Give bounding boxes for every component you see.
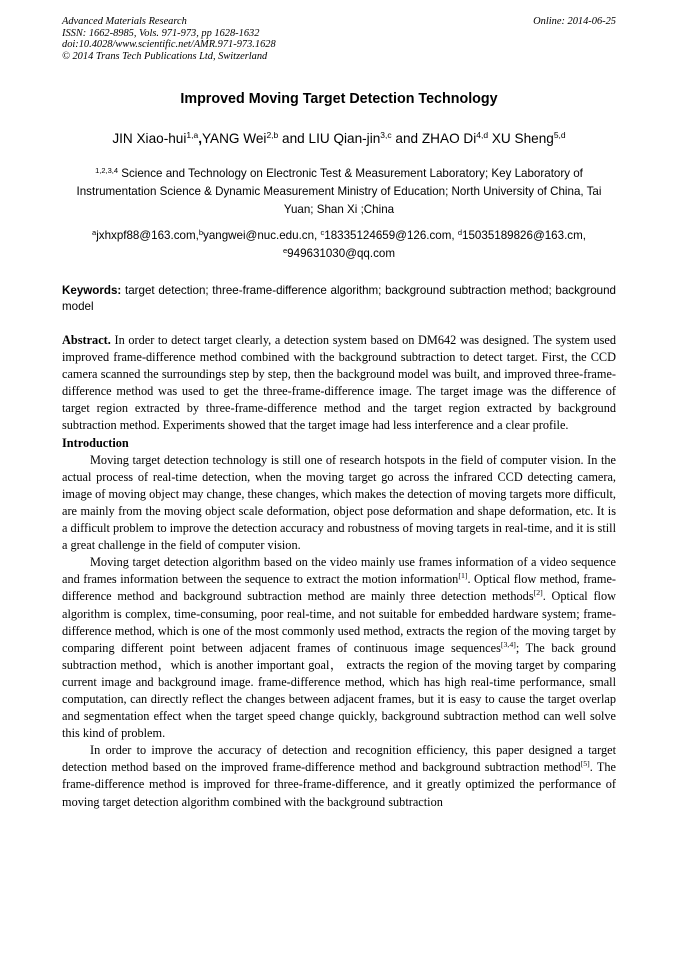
author-name: LIU Qian-jin [308,131,381,146]
email-list [62,227,616,263]
email-mark: d [457,228,463,237]
email-address: 949631030@qq.com [287,246,395,260]
abstract-label: Abstract. [62,333,111,347]
citation: [2] [533,588,543,598]
email-mark: e [283,245,288,255]
citation: [5] [580,759,590,769]
author-affil-mark: 3,c [380,130,392,140]
abstract [62,332,616,435]
section-heading-introduction: Introduction [62,435,129,450]
keywords-text: target detection; three-frame-difference algorithm; background subtraction method; background model [62,284,616,313]
paragraph-text: Moving target detection algorithm based on the video mainly use frames information of a video sequence and frames information between the sequence to extract the motion information [62,555,616,587]
paragraph-text: In order to improve the accuracy of detection and recognition efficiency, this paper designed a target detection method based on the improved frame-difference method and background subtraction method [62,743,616,775]
paragraph [62,554,616,742]
author-separator: and [278,131,309,146]
paragraph-text: . Optical flow algorithm is complex, time-consuming, poor real-time, and not suitable for embedded hardware system; frame-difference method, which is one of the most commonly used method, extracts the region of the moving target by comparing different point between adjacent frames of continuous image sequences [62,589,616,655]
author-list [0,131,678,146]
email-address: yangwei@nuc.edu.cn, [203,229,321,242]
email-mark: c [320,228,325,237]
affiliation-mark: 1,2,3,4 [95,166,119,175]
author-affil-mark: 2,b [266,130,279,140]
issn-line: ISSN: 1662-8985, Vols. 971-973, pp 1628-1632 [62,27,260,39]
copyright-line: © 2014 Trans Tech Publications Ltd, Switzerland [62,50,268,62]
author-name: XU Sheng [491,131,554,146]
paper-title: Improved Moving Target Detection Technology [180,91,498,107]
journal-header [62,16,616,62]
paragraph [62,742,616,810]
email-address: 15035189826@163.cm, [462,229,586,242]
author-affil-mark: 4,d [476,130,489,140]
citation: [1] [458,571,468,581]
author-separator: , [198,131,202,146]
paper-body [62,332,616,811]
author-name: ZHAO Di [421,131,477,146]
doi-line: doi:10.4028/www.scientific.net/AMR.971-973.1628 [62,39,276,51]
email-address: jxhxpf88@163.com, [96,229,199,242]
paragraph-text: . The frame-difference method is improved for three-frame-difference, and it greatly optimized the performance of moving target detection algorithm combined with the background subtraction [62,760,617,809]
paragraph-text: ; The back ground subtraction method，which is another important goal， extracts the region of the moving target by comparing current image and background image. frame-difference method, which has high real-time performance, small computation, can directly reflect the changes between adjacent frames, but it is easy to cause the target overlap and segmentation effect when the target speed change quickly, background subtraction method can well solve this kind of problem. [62,640,616,741]
paragraph-text: . Optical flow method, frame-difference method and background subtraction method are mainly three detection methods [62,572,616,604]
online-date: Online: 2014-06-25 [533,16,616,27]
paragraph: Moving target detection technology is still one of research hotspots in the field of computer vision. In the actual process of real-time detection, when the moving target go across the infrared CCD detecting camera, image of moving object may change, these changes, which makes the detection of moving targets more difficult, are mainly from the moving object scale deformation, object pose deformation and shape deformation, etc. It is a difficult problem to improve the detection accuracy and robustness of moving targets in real-time, and it is still a great challenge in the field of computer vision. [62,452,616,553]
journal-name: Advanced Materials Research [62,16,187,27]
author-affil-mark: 1,a [186,130,199,140]
keywords-label: Keywords: [62,284,122,297]
author-name: YANG Wei [201,131,267,146]
affiliation-text: Science and Technology on Electronic Test & Measurement Laboratory; Key Laboratory of Instrumentation Science & Dynamic Measurement Ministry of Education; North University of China, Tai Yuan; Shan Xi ;China [76,167,602,216]
affiliation [62,165,616,218]
email-mark: a [92,228,97,237]
abstract-text: In order to detect target clearly, a detection system based on DM642 was designed. The system used improved frame-difference method combined with the background subtraction to detect target. First, the CCD camera scanned the surroundings step by step, then the background model was built, and improved three-frame-difference method was used to get the three-frame-difference image. The target image was the difference of target region extracted by three-frame-difference method and the target region extracted by background subtraction method. Experiments showed that the target image had less interference and a clear profile. [62,333,616,433]
keywords [62,283,616,314]
email-mark: b [198,228,204,237]
author-separator: and [391,131,422,146]
author-name: JIN Xiao-hui [112,131,187,146]
citation: [3,4] [500,639,516,649]
email-address: 18335124659@126.com, [324,229,458,242]
author-affil-mark: 5,d [553,130,566,140]
